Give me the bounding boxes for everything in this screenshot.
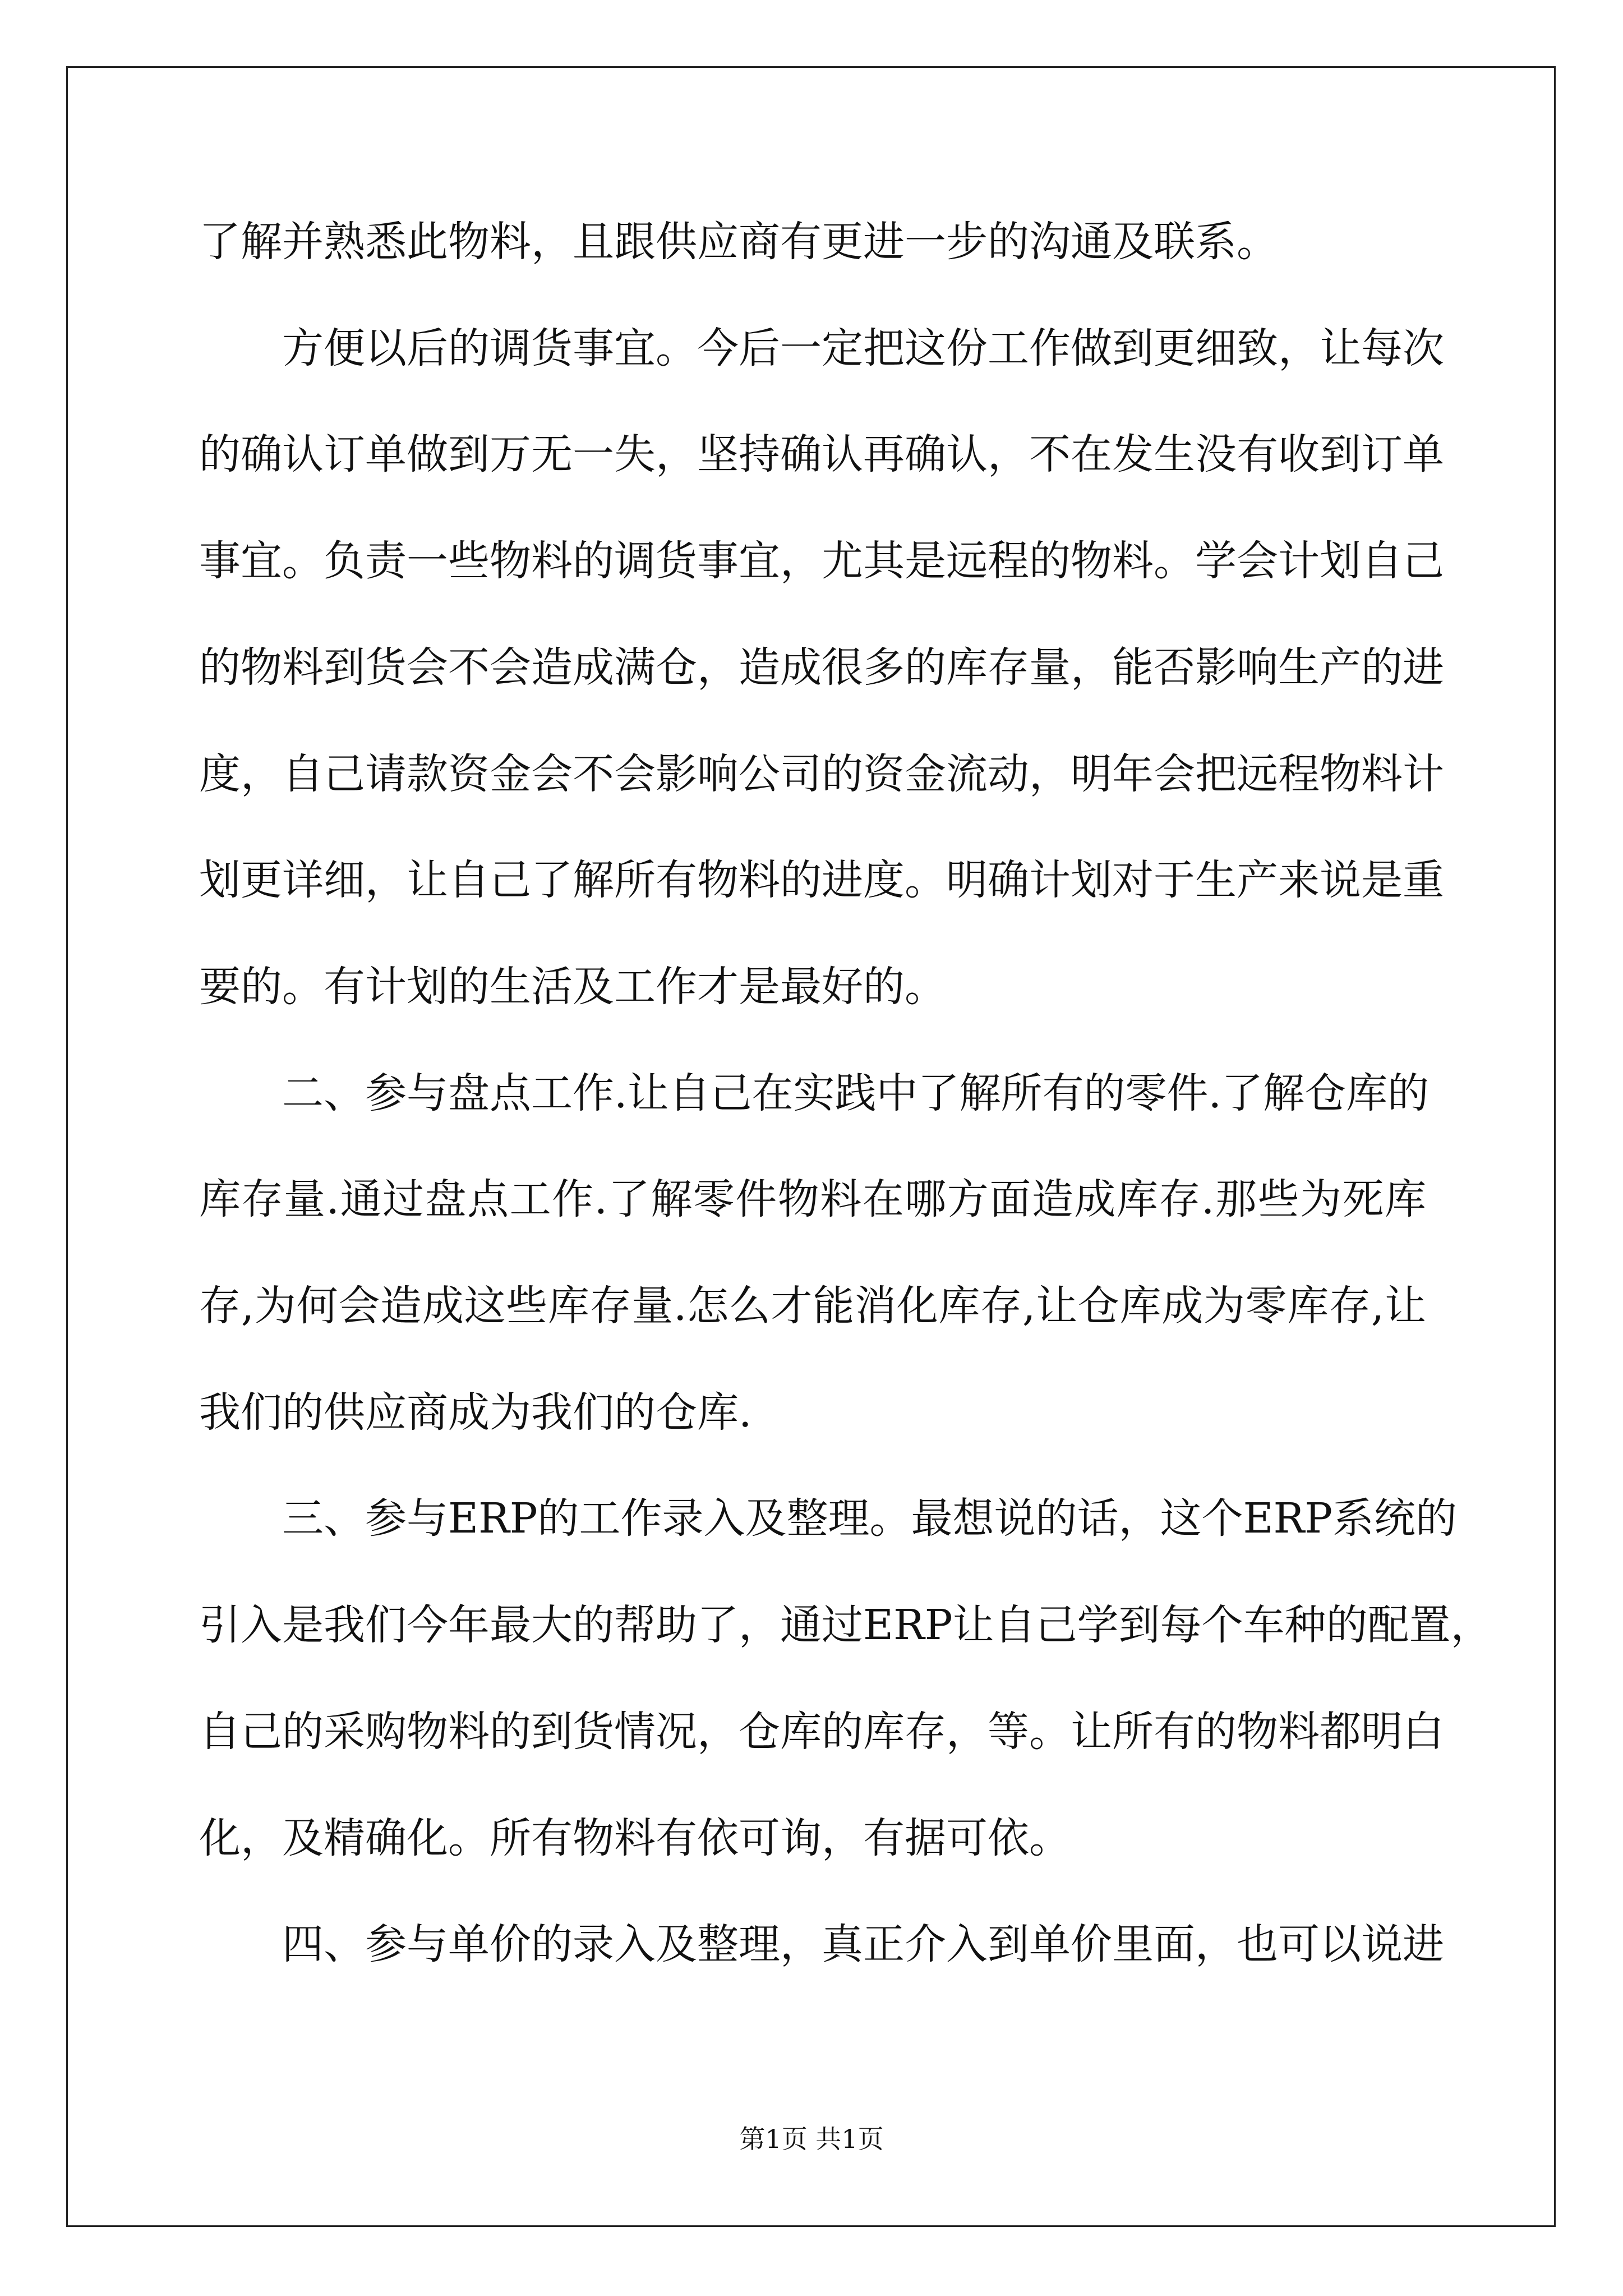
page-number-footer: 第1页 共1页: [739, 2124, 884, 2154]
text-line: 的确认订单做到万无一失，坚持确认再确认，不在发生没有收到订单: [199, 430, 1444, 478]
text-line: 存,为何会造成这些库存量.怎么才能消化库存,让仓库成为零库存,让: [199, 1282, 1426, 1330]
text-line: 度，自己请款资金会不会影响公司的资金流动，明年会把远程物料计: [199, 750, 1444, 798]
page-border: [66, 66, 1556, 2227]
text-line: 自己的采购物料的到货情况，仓库的库存，等。让所有的物料都明白: [199, 1708, 1444, 1756]
text-line: 划更详细，让自己了解所有物料的进度。明确计划对于生产来说是重: [199, 856, 1444, 904]
text-line: 要的。有计划的生活及工作才是最好的。: [199, 963, 946, 1011]
text-line: 了解并熟悉此物料，且跟供应商有更进一步的沟通及联系。: [199, 218, 1278, 266]
text-line: 方便以后的调货事宜。今后一定把这份工作做到更细致，让每次: [282, 324, 1444, 372]
text-line: 三、参与ERP的工作录入及整理。最想说的话，这个ERP系统的: [282, 1494, 1458, 1543]
text-line: 库存量.通过盘点工作.了解零件物料在哪方面造成库存.那些为死库: [199, 1175, 1426, 1223]
text-line: 二、参与盘点工作.让自己在实践中了解所有的零件.了解仓库的: [282, 1069, 1430, 1117]
text-line: 事宜。负责一些物料的调货事宜，尤其是远程的物料。学会计划自己: [199, 537, 1444, 585]
text-line: 四、参与单价的录入及整理，真正介入到单价里面，也可以说进: [282, 1920, 1444, 1968]
text-line: 我们的供应商成为我们的仓库.: [199, 1388, 752, 1437]
text-line: 的物料到货会不会造成满仓，造成很多的库存量，能否影响生产的进: [199, 643, 1444, 692]
text-line: 化，及精确化。所有物料有依可询，有据可依。: [199, 1814, 1071, 1862]
text-line: 引入是我们今年最大的帮助了，通过ERP让自己学到每个车种的配置，: [199, 1601, 1492, 1649]
